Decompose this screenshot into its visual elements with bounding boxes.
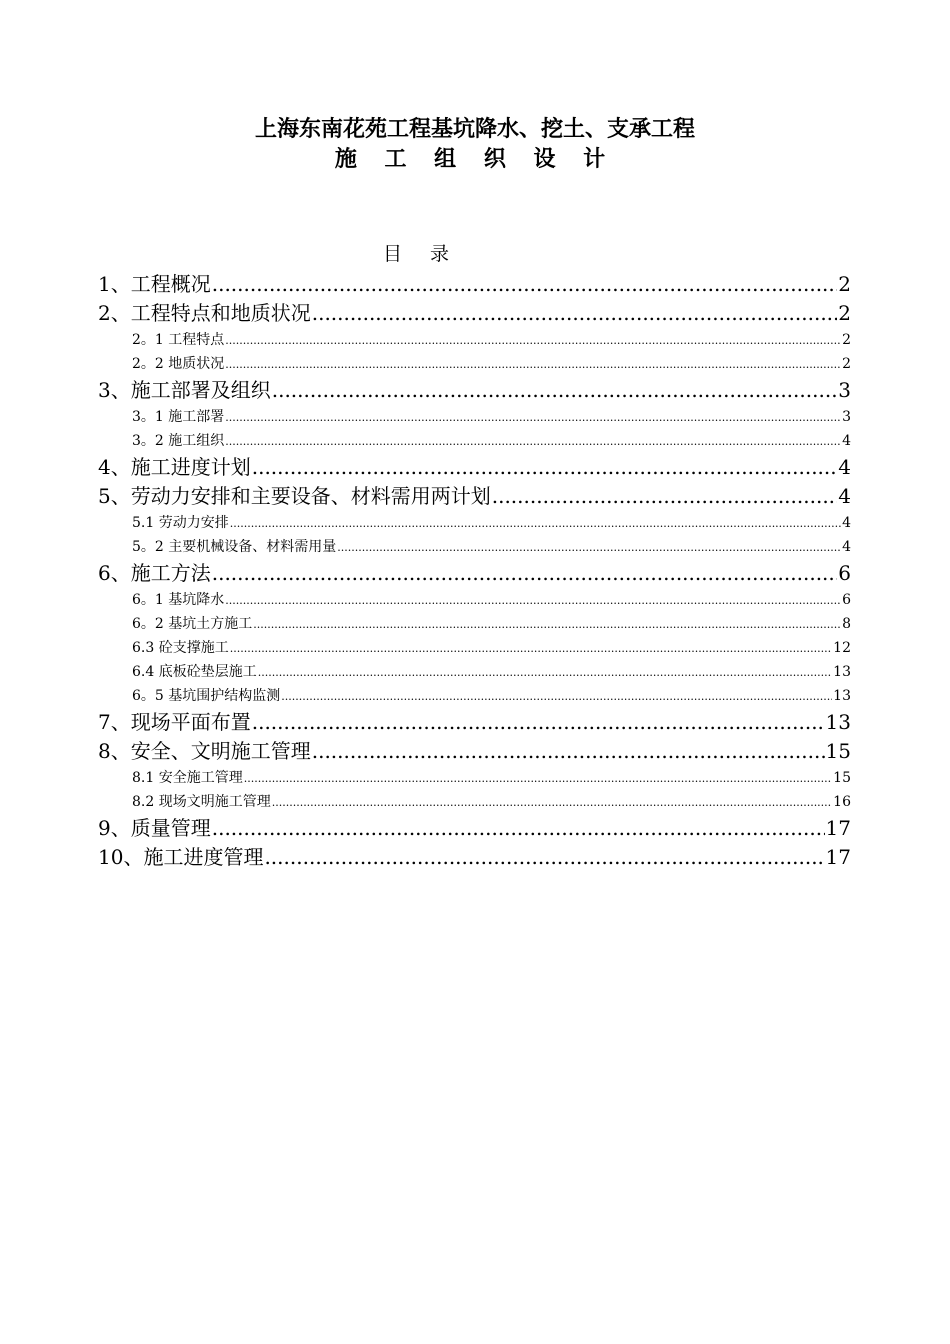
toc-subentry[interactable] (98, 790, 851, 814)
toc-entry-page-number: 4 (838, 455, 851, 479)
toc-entry-label: 2、工程特点和地质状况 (98, 301, 311, 325)
toc-dot-leader (264, 843, 824, 872)
toc-dot-leader (225, 353, 841, 376)
toc-subentry[interactable] (98, 328, 851, 352)
toc-entry-page-number: 2 (842, 332, 851, 348)
toc-entry-label: 2。2 地质状况 (132, 356, 225, 372)
toc-entry-label: 8.2 现场文明施工管理 (132, 794, 271, 810)
toc-subentry[interactable] (98, 535, 851, 559)
toc-entry[interactable] (98, 559, 851, 588)
toc-entry-page-number: 4 (838, 484, 851, 508)
toc-dot-leader (225, 430, 841, 453)
toc-entry-label: 6、施工方法 (98, 561, 211, 585)
toc-dot-leader (244, 767, 832, 790)
toc-entry-label: 10、施工进度管理 (98, 845, 264, 869)
toc-entry-page-number: 8 (842, 616, 851, 632)
toc-dot-leader (252, 453, 838, 482)
toc-entry[interactable] (98, 843, 851, 872)
toc-dot-leader (212, 559, 838, 588)
toc-subentry[interactable] (98, 636, 851, 660)
toc-dot-leader (225, 406, 841, 429)
toc-subentry[interactable] (98, 352, 851, 376)
toc-entry-page-number: 4 (842, 539, 851, 555)
toc-entry[interactable] (98, 737, 851, 766)
toc-subentry[interactable] (98, 588, 851, 612)
toc-dot-leader (230, 512, 841, 535)
toc-entry-label: 7、现场平面布置 (98, 710, 251, 734)
toc-dot-leader (272, 791, 832, 814)
toc-entry-page-number: 13 (825, 710, 851, 734)
toc-entry-label: 8、安全、文明施工管理 (98, 739, 311, 763)
toc-subentry[interactable] (98, 766, 851, 790)
toc-dot-leader (225, 329, 841, 352)
toc-entry-page-number: 13 (833, 664, 851, 680)
toc-dot-leader (253, 613, 841, 636)
toc-dot-leader (252, 708, 825, 737)
toc-dot-leader (212, 270, 838, 299)
toc-entry-page-number: 4 (842, 515, 851, 531)
toc-entry-label: 5。2 主要机械设备、材料需用量 (132, 539, 337, 555)
toc-dot-leader (492, 482, 838, 511)
toc-entry-label: 3、施工部署及组织 (98, 378, 271, 402)
toc-entry-page-number: 3 (838, 378, 851, 402)
toc-entry-page-number: 2 (838, 301, 851, 325)
toc-entry-page-number: 16 (833, 794, 851, 810)
toc-entry-label: 5.1 劳动力安排 (132, 515, 229, 531)
toc-dot-leader (272, 376, 838, 405)
toc-entry-page-number: 17 (825, 845, 851, 869)
toc-entry[interactable] (98, 453, 851, 482)
toc-entry[interactable] (98, 299, 851, 328)
toc-entry-page-number: 15 (825, 739, 851, 763)
toc-entry-page-number: 15 (833, 770, 851, 786)
toc-subentry[interactable] (98, 684, 851, 708)
toc-dot-leader (312, 737, 825, 766)
toc-entry-page-number: 13 (833, 688, 851, 704)
toc-dot-leader (212, 814, 825, 843)
toc-entry-page-number: 2 (842, 356, 851, 372)
toc-dot-leader (337, 536, 841, 559)
toc-subentry[interactable] (98, 612, 851, 636)
toc-entry-label: 6。1 基坑降水 (132, 592, 225, 608)
document-title: 上海东南花苑工程基坑降水、挖土、支承工程 (254, 116, 695, 142)
toc-entry-label: 4、施工进度计划 (98, 455, 251, 479)
toc-entry-label: 1、工程概况 (98, 272, 211, 296)
toc-subentry[interactable] (98, 429, 851, 453)
toc-entry-label: 9、质量管理 (98, 816, 211, 840)
toc-entry-page-number: 17 (825, 816, 851, 840)
toc-entry-page-number: 6 (838, 561, 851, 585)
toc-entry[interactable] (98, 270, 851, 299)
toc-entry-page-number: 3 (842, 409, 851, 425)
toc-entry-label: 6.4 底板砼垫层施工 (132, 664, 257, 680)
toc-entry-label: 3。2 施工组织 (132, 433, 225, 449)
toc-entry-label: 6。2 基坑土方施工 (132, 616, 253, 632)
toc-dot-leader (225, 589, 841, 612)
toc-entry-label: 6.3 砼支撑施工 (132, 640, 229, 656)
table-of-contents (98, 270, 851, 872)
toc-entry-label: 6。5 基坑围护结构监测 (132, 688, 281, 704)
toc-entry[interactable] (98, 814, 851, 843)
toc-subentry[interactable] (98, 511, 851, 535)
toc-subentry[interactable] (98, 405, 851, 429)
toc-entry[interactable] (98, 376, 851, 405)
toc-dot-leader (312, 299, 838, 328)
toc-dot-leader (281, 685, 832, 708)
toc-dot-leader (258, 661, 832, 684)
toc-entry-label: 5、劳动力安排和主要设备、材料需用两计划 (98, 484, 491, 508)
toc-entry-page-number: 2 (838, 272, 851, 296)
toc-subentry[interactable] (98, 660, 851, 684)
toc-dot-leader (230, 637, 832, 660)
toc-entry-label: 3。1 施工部署 (132, 409, 225, 425)
toc-entry-label: 8.1 安全施工管理 (132, 770, 243, 786)
toc-entry-page-number: 4 (842, 433, 851, 449)
toc-entry[interactable] (98, 708, 851, 737)
toc-entry[interactable] (98, 482, 851, 511)
toc-heading: 目录 (382, 243, 477, 265)
toc-entry-page-number: 6 (842, 592, 851, 608)
document-subtitle: 施 工 组 织 设 计 (334, 146, 616, 172)
toc-entry-label: 2。1 工程特点 (132, 332, 225, 348)
toc-entry-page-number: 12 (833, 640, 851, 656)
